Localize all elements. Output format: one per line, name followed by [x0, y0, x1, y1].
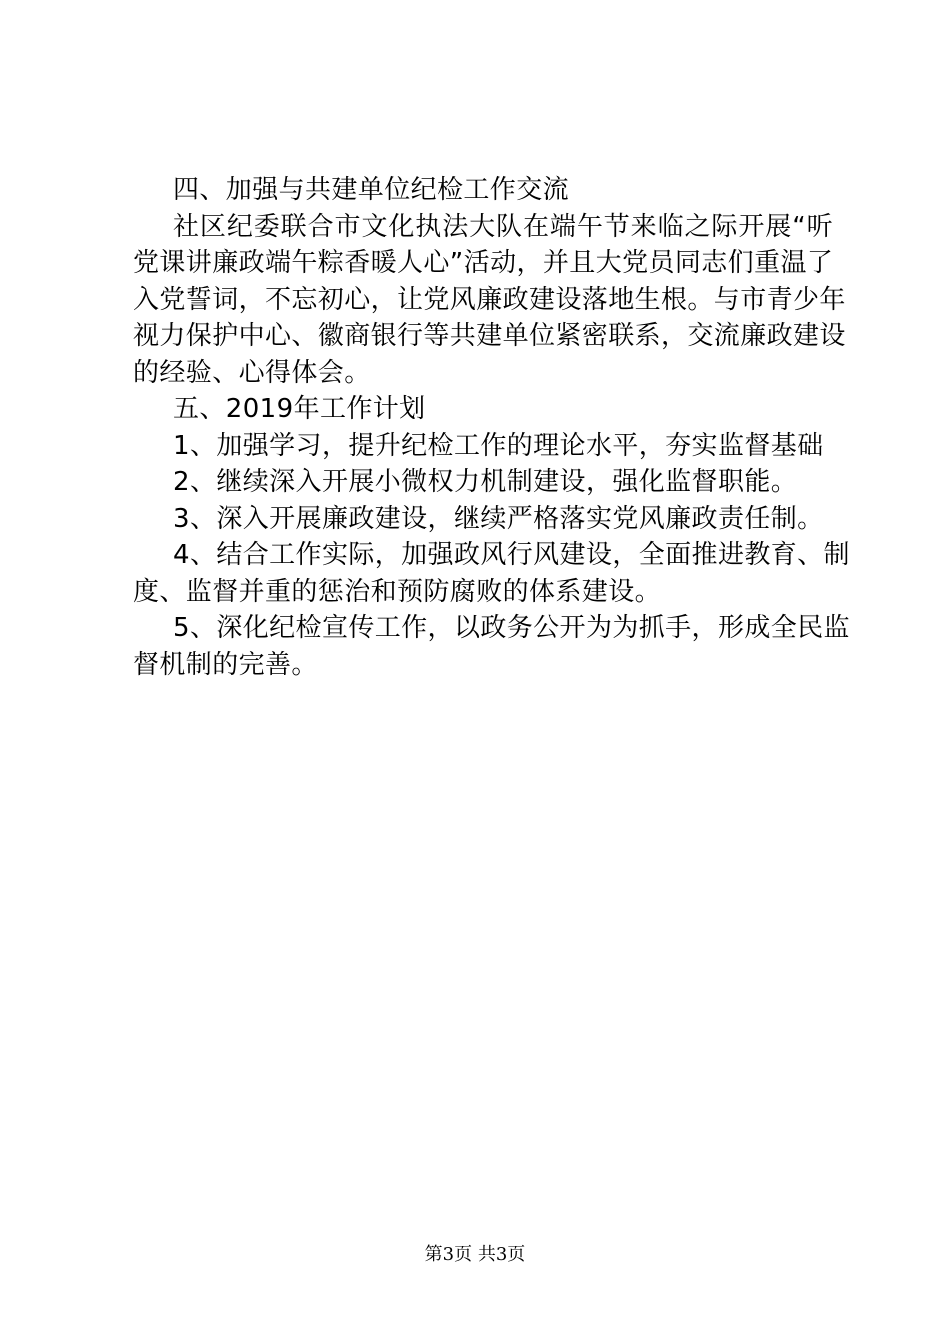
- text-line: 的经验、心得体会。: [133, 357, 371, 388]
- text-line: 督机制的完善。: [133, 649, 318, 680]
- text-line: 入党誓词，不忘初心，让党风廉政建设落地生根。与市青少年: [133, 284, 846, 315]
- page-number-footer: 第3页 共3页: [424, 1244, 526, 1265]
- text-line: 3、深入开展廉政建设，继续严格落实党风廉政责任制。: [173, 503, 824, 534]
- text-line: 党课讲廉政端午粽香暖人心”活动，并且大党员同志们重温了: [133, 248, 834, 278]
- document-body: [133, 172, 850, 683]
- text-line: 5、深化纪检宣传工作，以政务公开为为抓手，形成全民监: [173, 613, 850, 643]
- text-line: 度、监督并重的惩治和预防腐败的体系建设。: [133, 576, 662, 607]
- text-line: 4、结合工作实际，加强政风行风建设，全面推进教育、制: [173, 540, 850, 570]
- text-line: 四、加强与共建单位纪检工作交流: [173, 175, 570, 205]
- text-line: 社区纪委联合市文化执法大队在端午节来临之际开展“听: [173, 211, 833, 242]
- text-line: 视力保护中心、徽商银行等共建单位紧密联系，交流廉政建设: [133, 321, 846, 351]
- text-line: 五、2019年工作计划: [173, 394, 426, 424]
- text-line: 2、继续深入开展小微权力机制建设，强化监督职能。: [173, 467, 798, 497]
- text-line: 1、加强学习，提升纪检工作的理论水平，夯实监督基础: [173, 430, 824, 461]
